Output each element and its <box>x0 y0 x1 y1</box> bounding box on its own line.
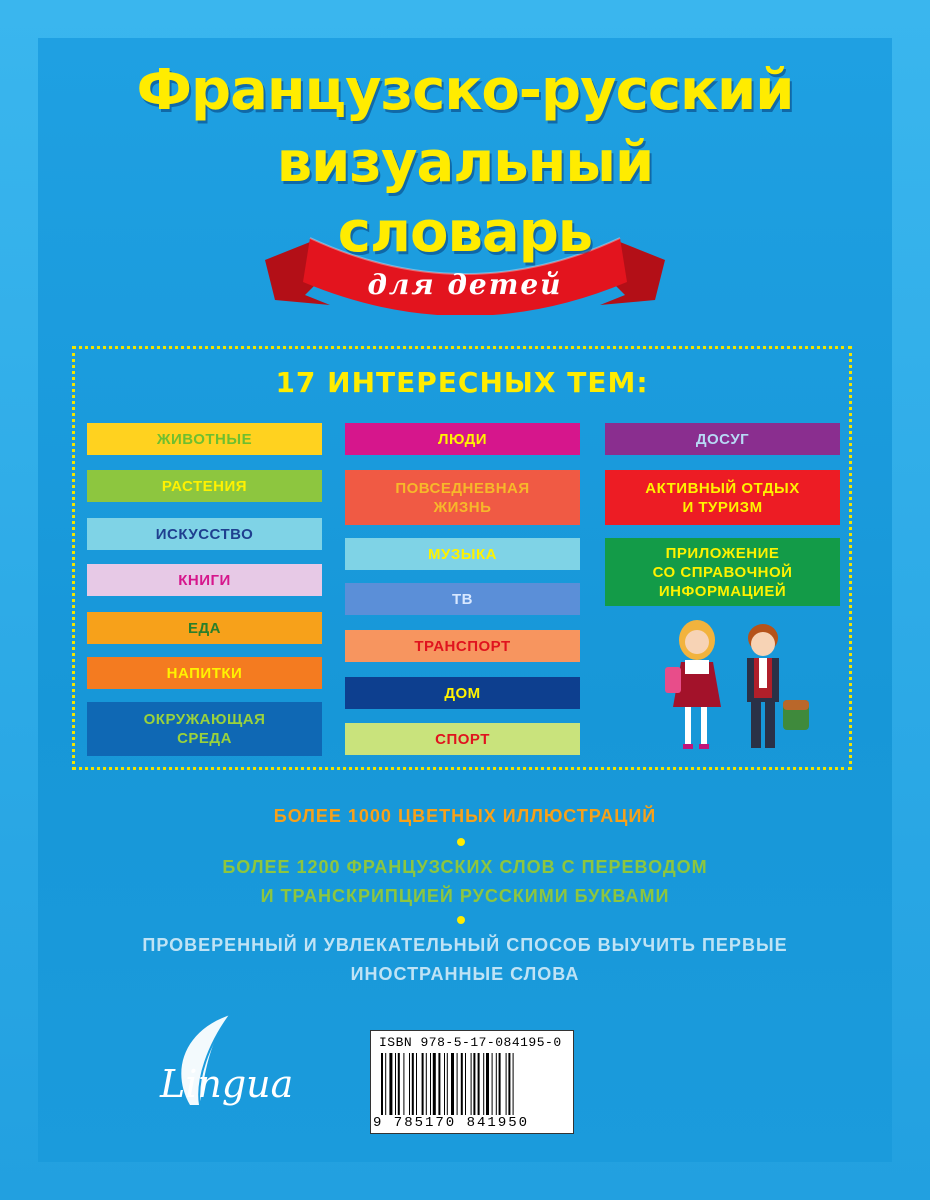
barcode-bar <box>426 1053 427 1115</box>
topic-chip: ТРАНСПОРТ <box>345 630 580 662</box>
barcode-bar <box>508 1053 510 1115</box>
barcode-bar <box>385 1053 386 1115</box>
title-line-1: Французско-русский <box>136 58 794 123</box>
topic-chip: ДОСУГ <box>605 423 840 455</box>
topic-chip: ЕДА <box>87 612 322 644</box>
topics-heading: 17 ИНТЕРЕСНЫХ ТЕМ: <box>275 366 649 399</box>
fact-illustrations: БОЛЕЕ 1000 ЦВЕТНЫХ ИЛЛЮСТРАЦИЙ <box>273 806 657 826</box>
children-illustration <box>655 612 815 757</box>
topic-chip: ДОМ <box>345 677 580 709</box>
barcode-bar <box>496 1053 497 1115</box>
barcode-bars <box>381 1053 563 1115</box>
topic-chip: ТВ <box>345 583 580 615</box>
barcode-bar <box>403 1053 404 1115</box>
ean-digits: 9 785170 841950 <box>373 1115 530 1131</box>
fact-words: БОЛЕЕ 1200 ФРАНЦУЗСКИХ СЛОВ С ПЕРЕВОДОМ И ТРАНСКРИПЦИЕЙ РУССКИМИ БУКВАМИ <box>222 857 708 906</box>
barcode-bar <box>447 1053 448 1115</box>
barcode-bar <box>398 1053 400 1115</box>
barcode <box>370 1030 574 1134</box>
fact-method: ПРОВЕРЕННЫЙ И УВЛЕКАТЕЛЬНЫЙ СПОСОБ ВЫУЧИТЬ ПЕРВЫЕ ИНОСТРАННЫЕ СЛОВА <box>142 935 788 984</box>
topic-chip: НАПИТКИ <box>87 657 322 689</box>
barcode-bar <box>506 1053 507 1115</box>
barcode-bar <box>499 1053 501 1115</box>
topic-chip: РАСТЕНИЯ <box>87 470 322 502</box>
topic-chip: ЛЮДИ <box>345 423 580 455</box>
barcode-bar <box>430 1053 431 1115</box>
ribbon-label: для детей <box>367 268 563 301</box>
publisher-logo: Lingua <box>160 1062 294 1106</box>
bullet-dot <box>457 916 465 924</box>
barcode-bar <box>473 1053 475 1115</box>
barcode-bar <box>438 1053 440 1115</box>
barcode-bar <box>433 1053 436 1115</box>
barcode-bar <box>486 1053 489 1115</box>
barcode-bar <box>395 1053 396 1115</box>
barcode-bar <box>465 1053 466 1115</box>
topic-chip: ИСКУССТВО <box>87 518 322 550</box>
title-line-3: словарь <box>337 200 593 265</box>
barcode-bar <box>422 1053 424 1115</box>
barcode-bar <box>483 1053 484 1115</box>
barcode-bar <box>444 1053 445 1115</box>
barcode-bar <box>409 1053 410 1115</box>
bullet-dot <box>457 838 465 846</box>
barcode-bar <box>461 1053 463 1115</box>
barcode-bar <box>381 1053 383 1115</box>
barcode-bar <box>451 1053 454 1115</box>
topic-chip: ПРИЛОЖЕНИЕ СО СПРАВОЧНОЙ ИНФОРМАЦИЕЙ <box>605 538 840 606</box>
barcode-bar <box>416 1053 417 1115</box>
title-line-2: визуальный <box>276 130 654 195</box>
topic-chip: ЖИВОТНЫЕ <box>87 423 322 455</box>
isbn-label: ISBN 978-5-17-084195-0 <box>379 1035 562 1050</box>
barcode-bar <box>492 1053 493 1115</box>
topic-chip: СПОРТ <box>345 723 580 755</box>
barcode-bar <box>471 1053 472 1115</box>
topic-chip: АКТИВНЫЙ ОТДЫХ И ТУРИЗМ <box>605 470 840 525</box>
topic-chip: КНИГИ <box>87 564 322 596</box>
barcode-bar <box>457 1053 458 1115</box>
barcode-bar <box>513 1053 514 1115</box>
barcode-bar <box>478 1053 480 1115</box>
topic-chip: ПОВСЕДНЕВНАЯ ЖИЗНЬ <box>345 470 580 525</box>
barcode-bar <box>412 1053 414 1115</box>
topic-chip: ОКРУЖАЮЩАЯ СРЕДА <box>87 702 322 756</box>
topic-chip: МУЗЫКА <box>345 538 580 570</box>
barcode-bar <box>389 1053 392 1115</box>
